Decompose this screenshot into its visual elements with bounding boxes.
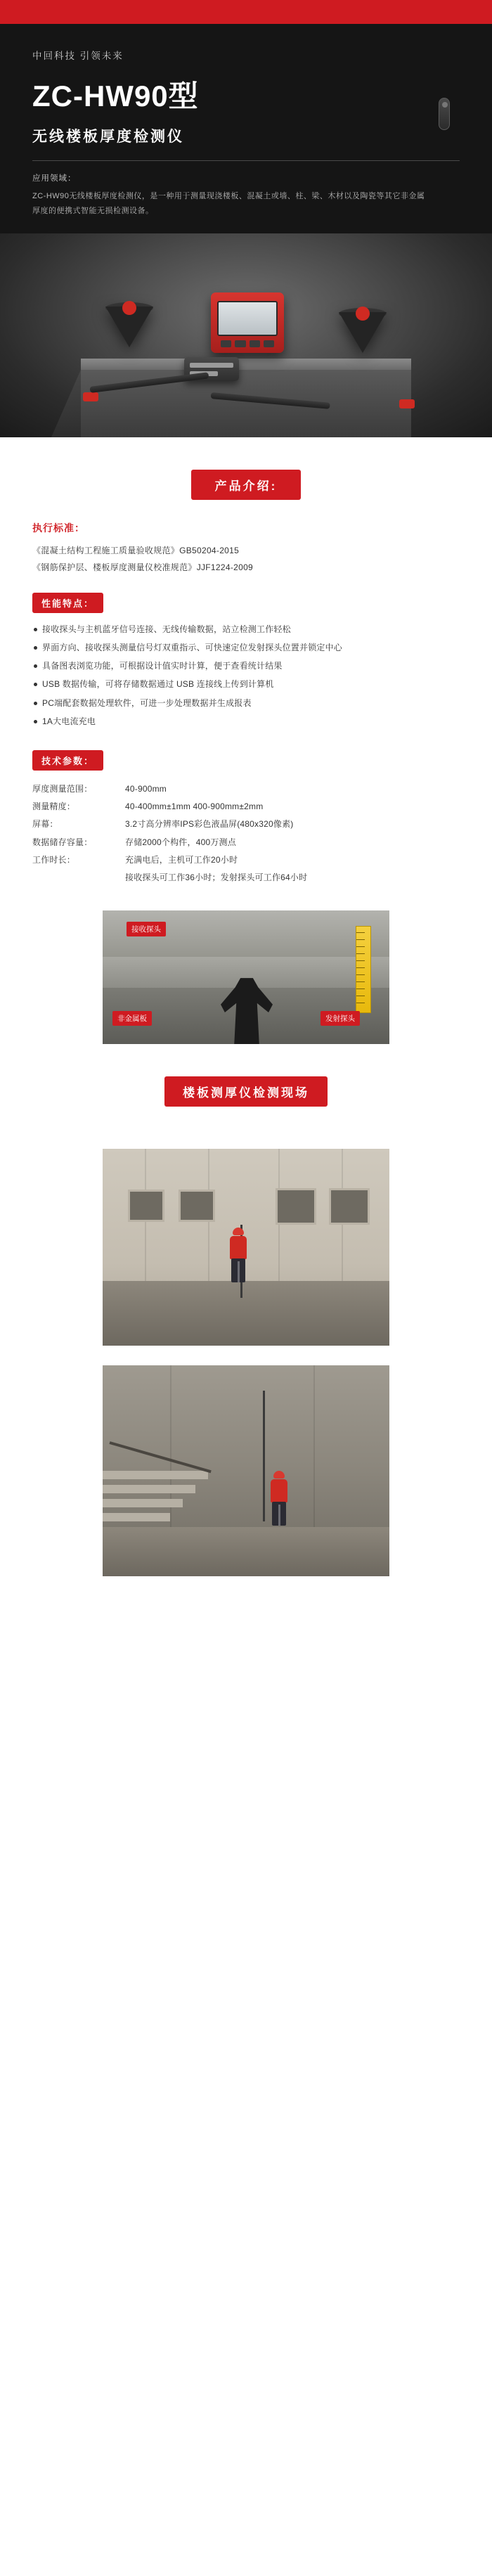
application-label: 应用领域： (32, 174, 77, 183)
staircase (103, 1471, 208, 1479)
pole-tip-left (83, 392, 98, 401)
floor-surface (103, 1527, 389, 1576)
torso (271, 1479, 287, 1502)
features-list (32, 622, 460, 729)
staircase (103, 1499, 183, 1507)
spec-value (115, 780, 460, 798)
wall-opening (128, 1190, 164, 1222)
worker-figure (228, 1228, 249, 1282)
probe-indicator-left (122, 301, 136, 315)
measurement-diagram-wrap (103, 910, 389, 1044)
site-heading-wrap (0, 1044, 492, 1125)
spec-value (115, 816, 460, 833)
legs (272, 1502, 286, 1526)
scale-ruler (356, 926, 371, 1013)
standard-item: 《钢筋保护层、楼板厚度测量仪校准规范》JJF1224-2009 (32, 562, 254, 572)
table-row (32, 780, 460, 798)
legs (231, 1258, 245, 1282)
host-screen (217, 301, 278, 336)
hero-divider (32, 160, 460, 161)
table-row (32, 798, 460, 816)
spec-value (115, 851, 460, 887)
standard-item: 《混凝土结构工程施工质量验收规范》GB50204-2015 (32, 545, 240, 555)
intro-body (0, 521, 492, 887)
table-row (32, 834, 460, 851)
spec-value (115, 834, 460, 851)
torso (230, 1236, 247, 1259)
label-transmit-probe: 发射探头 (321, 1011, 360, 1026)
label-receive-probe: 接收探头 (127, 922, 166, 936)
probe-indicator-right (356, 307, 370, 321)
spec-value-main: 40-900mm (125, 784, 167, 794)
specs-label: 技术参数： (32, 750, 103, 771)
spec-key: 厚度测量范围： (32, 784, 93, 794)
brand-slogan: 中回科技 引领未来 (32, 51, 124, 61)
product-name-subtitle: 无线楼板厚度检测仪 (32, 129, 184, 146)
spec-value-main: 40-400mm±1mm 400-900mm±2mm (125, 801, 264, 812)
intro-heading-wrap (0, 437, 492, 518)
list-item: PC端配套数据处理软件，可进一步处理数据并生成报表 (32, 695, 460, 711)
staircase (103, 1513, 170, 1521)
pole-tip-right (399, 399, 415, 408)
wall-opening (276, 1188, 316, 1225)
site-photo-2 (103, 1365, 389, 1576)
measurement-diagram (103, 910, 389, 1044)
wall-opening (329, 1188, 370, 1225)
product-photo (0, 233, 492, 437)
content-area (0, 437, 492, 1640)
bottom-spacer (0, 1576, 492, 1640)
transmit-pole (263, 1391, 265, 1521)
hero-banner (0, 24, 492, 233)
list-item: 接收探头与主机蓝牙信号连接、无线传输数据，站立检测工作轻松 (32, 622, 460, 637)
wall-opening (179, 1190, 215, 1222)
specs-table (32, 780, 460, 887)
spec-key: 工作时长： (32, 854, 76, 865)
list-item: 1A大电流充电 (32, 714, 460, 729)
list-item: USB 数据传输，可将存储数据通过 USB 连接线上传到计算机 (32, 676, 460, 692)
host-device (211, 292, 284, 353)
floor-surface (103, 1281, 389, 1346)
spec-value-extra: 接收探头可工作36小时；发射探头可工作64小时 (125, 872, 308, 882)
product-model-title: ZC-HW90型 (32, 79, 199, 112)
spec-key: 屏幕： (32, 819, 58, 830)
site-photo-1 (103, 1149, 389, 1346)
standard-label: 执行标准： (32, 522, 85, 534)
application-text: ZC-HW90无线楼板厚度检测仪，是一种用于测量现浇楼板、混凝土或墙、柱、梁、木材以及陶瓷等其它非金属厚度的便携式智能无损检测设备。 (32, 192, 425, 215)
features-label: 性能特点： (32, 593, 103, 613)
pedestal-top (81, 359, 411, 370)
spec-value-main: 存储2000个构件，400万测点 (125, 837, 236, 847)
spec-key: 数据储存容量： (32, 837, 93, 847)
worker-figure (268, 1471, 290, 1526)
list-item: 具备图表浏览功能，可根据设计值实时计算，便于查看统计结果 (32, 658, 460, 674)
spec-key: 测量精度： (32, 801, 76, 812)
top-red-bar (0, 0, 492, 24)
table-row (32, 851, 460, 887)
spec-value (115, 798, 460, 816)
helmet (233, 1228, 244, 1235)
site-heading: 楼板测厚仪检测现场 (164, 1076, 328, 1107)
probe-icon (439, 98, 450, 130)
spec-value-main: 3.2寸高分辨率IPS彩色液晶屏(480x320像素) (125, 819, 294, 830)
helmet (273, 1471, 285, 1479)
host-buttons (221, 340, 274, 347)
list-item: 界面方向、接收探头测量信号灯双重指示、可快速定位发射探头位置并锁定中心 (32, 640, 460, 655)
staircase (103, 1485, 195, 1493)
table-row (32, 816, 460, 833)
intro-heading: 产品介绍: (191, 470, 302, 500)
label-nonmetal-slab: 非金属板 (112, 1011, 152, 1026)
stair-railing (109, 1441, 211, 1473)
pedestal (81, 370, 411, 437)
spec-value-main: 充满电后，主机可工作20小时 (125, 854, 238, 865)
